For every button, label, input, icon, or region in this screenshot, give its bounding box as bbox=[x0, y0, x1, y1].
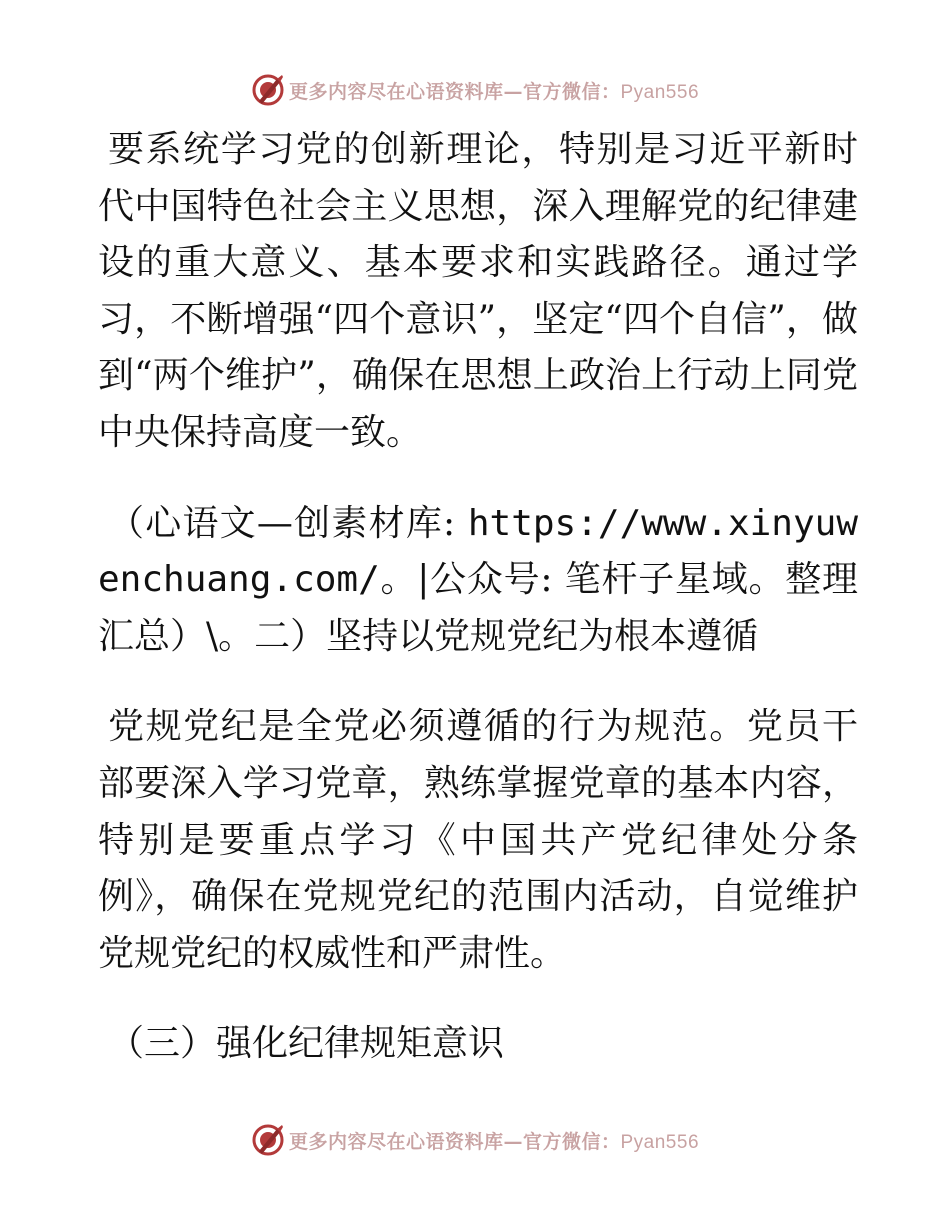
footer-banner bbox=[0, 1120, 950, 1160]
footer-banner-text: 更多内容尽在心语资料库—官方微信：Pyan556 bbox=[288, 1130, 700, 1153]
quill-pen-logo-icon bbox=[251, 1123, 285, 1157]
header-banner bbox=[0, 70, 950, 110]
document-body bbox=[98, 122, 858, 1073]
header-banner-text: 更多内容尽在心语资料库—官方微信：Pyan556 bbox=[288, 80, 700, 103]
quill-pen-logo-icon bbox=[251, 73, 285, 107]
header-wechat-id: Pyan556 bbox=[620, 81, 700, 103]
source-note-suffix: 。|公众号: 笔杆子星域。整理汇总）\。二）坚持以党规党纪为根本遵循 bbox=[98, 559, 858, 657]
source-url: https://www.xinyuwenchuang.com/ bbox=[98, 502, 858, 601]
source-note-prefix: （心语文—创素材库: bbox=[108, 502, 468, 544]
section-heading-3: （三）强化纪律规矩意识 bbox=[108, 1023, 505, 1065]
paragraph-source-note bbox=[98, 496, 858, 666]
paragraph-study-theory: 要系统学习党的创新理论，特别是习近平新时代中国特色社会主义思想，深入理解党的纪律建设的重大意义、基本要求和实践路径。通过学习，不断增强“四个意识”，坚定“四个自信”，做到“两个维护”，确保在思想上政治上行动上同党中央保持高度一致。 bbox=[98, 129, 858, 453]
paragraph-party-rules: 党规党纪是全党必须遵循的行为规范。党员干部要深入学习党章，熟练掌握党章的基本内容，特别是要重点学习《中国共产党纪律处分条例》，确保在党规党纪的范围内活动，自觉维护党规党纪的权威性和严肃性。 bbox=[98, 706, 858, 974]
footer-wechat-id: Pyan556 bbox=[620, 1131, 700, 1153]
